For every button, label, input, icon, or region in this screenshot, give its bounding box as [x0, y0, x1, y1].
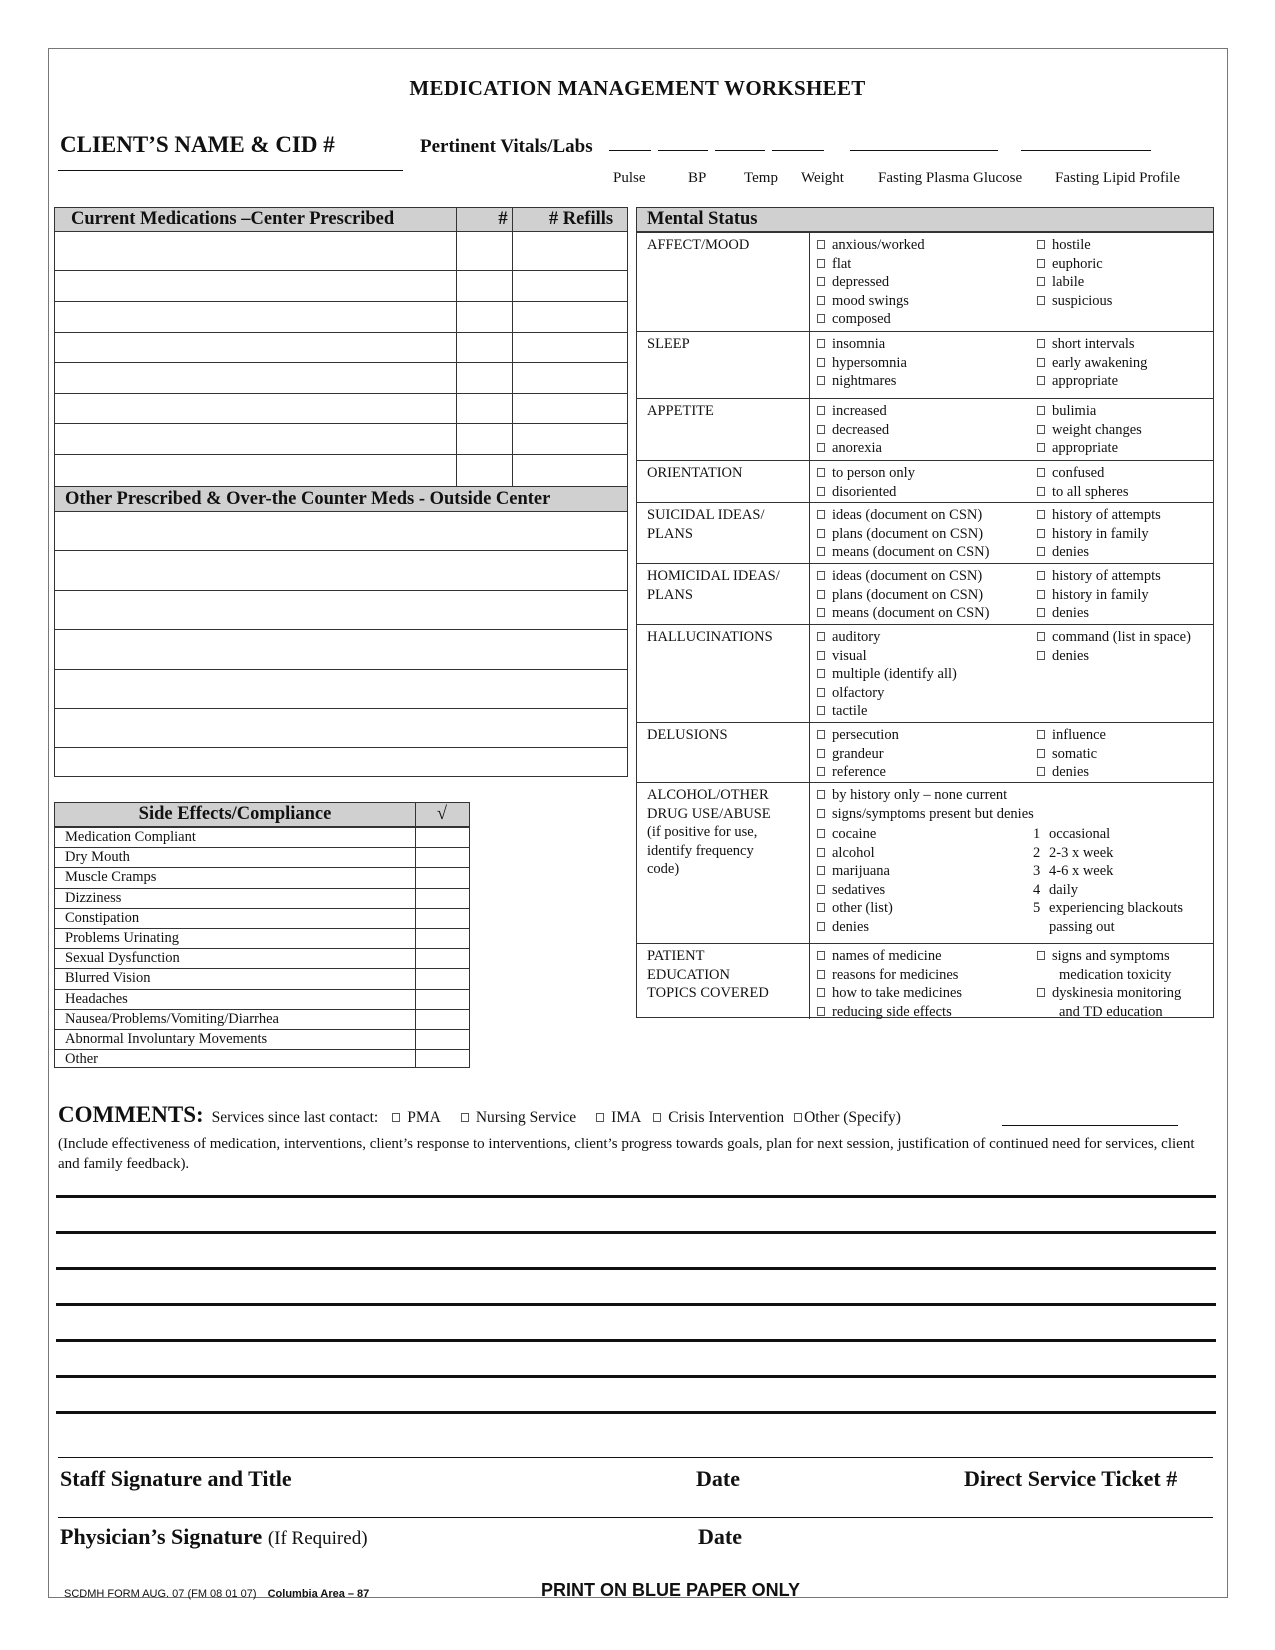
bp-field[interactable] — [658, 150, 708, 151]
checkbox[interactable] — [817, 590, 825, 599]
mental-status-row — [637, 502, 1213, 563]
frequency-code: 3 4-6 x week — [1033, 863, 1114, 879]
temp-field[interactable] — [715, 150, 765, 151]
side-effects-header: Side Effects/Compliance — [138, 804, 332, 824]
mental-status-row — [637, 232, 1213, 331]
services-label: Services since last contact: — [211, 1109, 379, 1126]
option-wide[interactable]: by history only – none current — [817, 786, 1207, 805]
option-right[interactable]: to all spheres — [1037, 483, 1222, 502]
option-left[interactable]: plans (document on CSN) — [817, 525, 1037, 544]
option-nursing-service[interactable]: Nursing Service — [461, 1109, 576, 1126]
checkbox[interactable] — [817, 529, 825, 538]
option-ima[interactable]: IMA — [596, 1109, 641, 1126]
bp-label: BP — [688, 170, 707, 186]
comment-line[interactable] — [56, 1267, 1216, 1270]
mental-status-options-right — [1037, 402, 1222, 458]
education-options-right — [1037, 947, 1222, 1021]
option-education-right: medication toxicity — [1059, 966, 1172, 983]
pulse-field[interactable] — [609, 150, 651, 151]
option-left[interactable]: decreased — [817, 421, 1037, 440]
checkbox[interactable] — [817, 730, 825, 739]
checkbox[interactable] — [653, 1113, 661, 1122]
checkbox[interactable] — [817, 1007, 825, 1016]
side-effect-label: Blurred Vision — [65, 970, 151, 987]
side-effect-row[interactable] — [55, 1009, 469, 1029]
checkbox[interactable] — [817, 988, 825, 997]
checkbox[interactable] — [1037, 529, 1045, 538]
option-left[interactable]: olfactory — [817, 684, 1037, 703]
check-header: √ — [436, 804, 448, 824]
checkbox[interactable] — [817, 547, 825, 556]
option-left[interactable]: hypersomnia — [817, 354, 1037, 373]
checkbox[interactable] — [817, 314, 825, 323]
count-header: # — [498, 209, 508, 229]
mental-status-options-right — [1037, 628, 1222, 665]
side-effect-label: Dizziness — [65, 889, 122, 906]
option-crisis-intervention[interactable]: Crisis Intervention — [653, 1109, 784, 1126]
option-left[interactable]: plans (document on CSN) — [817, 586, 1037, 605]
mental-status-options-right — [1037, 464, 1222, 501]
option-right[interactable]: early awakening — [1037, 354, 1222, 373]
side-effect-row[interactable] — [55, 847, 469, 867]
option-wide[interactable]: signs/symptoms present but denies — [817, 805, 1207, 824]
checkbox[interactable] — [817, 970, 825, 979]
option-right[interactable]: bulimia — [1037, 402, 1222, 421]
option-right[interactable]: history of attempts — [1037, 506, 1222, 525]
option-education-left[interactable]: reducing side effects — [817, 1003, 1037, 1022]
checkbox[interactable] — [794, 1113, 802, 1122]
vitals-title: Pertinent Vitals/Labs — [420, 136, 593, 157]
checkbox[interactable] — [817, 829, 825, 838]
option-left[interactable]: flat — [817, 255, 1037, 274]
side-effect-row[interactable] — [55, 989, 469, 1009]
mental-status-options-left — [817, 236, 1037, 329]
other-meds-header: Other Prescribed & Over-the Counter Meds - Outside Center — [65, 488, 551, 509]
client-name-label: CLIENT’S NAME & CID # — [60, 132, 335, 157]
checkbox[interactable] — [817, 240, 825, 249]
checkbox[interactable] — [1037, 339, 1045, 348]
option-left[interactable]: means (document on CSN) — [817, 604, 1037, 623]
option-left[interactable]: anorexia — [817, 439, 1037, 458]
print-note: PRINT ON BLUE PAPER ONLY — [541, 1580, 801, 1600]
checkbox[interactable] — [1037, 468, 1045, 477]
side-effect-row[interactable] — [55, 1049, 469, 1069]
mental-status-options-right — [1037, 726, 1222, 782]
current-meds-header-row — [55, 208, 627, 232]
checkbox[interactable] — [1037, 730, 1045, 739]
mental-status-row-education — [637, 943, 1213, 1019]
client-name-field[interactable] — [58, 170, 403, 171]
checkbox[interactable] — [817, 296, 825, 305]
option-left[interactable]: reference — [817, 763, 1037, 782]
checkbox[interactable] — [817, 425, 825, 434]
checkbox[interactable] — [817, 767, 825, 776]
option-left[interactable]: ideas (document on CSN) — [817, 506, 1037, 525]
physician-signature-field[interactable] — [58, 1517, 1213, 1518]
other-specify-field[interactable] — [1002, 1125, 1178, 1126]
checkbox[interactable] — [817, 903, 825, 912]
checkbox[interactable] — [817, 922, 825, 931]
checkbox[interactable] — [1037, 608, 1045, 617]
mental-status-row — [637, 563, 1213, 624]
checkbox[interactable] — [817, 487, 825, 496]
mental-status-row — [637, 398, 1213, 460]
mental-status-row — [637, 331, 1213, 398]
frequency-code: passing out — [1049, 918, 1115, 935]
option-right[interactable]: somatic — [1037, 745, 1222, 764]
option-education-left[interactable]: reasons for medicines — [817, 966, 1037, 985]
option-education-right: and TD education — [1059, 1003, 1163, 1020]
checkbox[interactable] — [817, 651, 825, 660]
checkbox[interactable] — [1037, 571, 1045, 580]
side-effect-label: Constipation — [65, 909, 140, 926]
option-education-right[interactable]: dyskinesia monitoring — [1037, 984, 1222, 1003]
side-effects-header-row — [55, 803, 469, 827]
mental-status-category: ORIENTATION — [647, 465, 743, 481]
page-title: MEDICATION MANAGEMENT WORKSHEET — [409, 76, 866, 100]
option-substance[interactable]: denies — [817, 918, 1207, 937]
side-effects-table — [54, 802, 470, 1068]
option-right[interactable]: appropriate — [1037, 439, 1222, 458]
mental-status-options-left — [817, 567, 1037, 623]
checkbox[interactable] — [817, 866, 825, 875]
side-effect-label: Medication Compliant — [65, 829, 196, 845]
checkbox[interactable] — [1037, 988, 1045, 997]
mental-status-category: DELUSIONS — [647, 727, 728, 743]
checkbox[interactable] — [817, 669, 825, 678]
checkbox[interactable] — [817, 376, 825, 385]
comment-line[interactable] — [56, 1195, 1216, 1198]
mental-status-category: HALLUCINATIONS — [647, 629, 773, 645]
checkbox[interactable] — [1037, 277, 1045, 286]
frequency-code: 5 experiencing blackouts — [1033, 900, 1184, 916]
frequency-code: 1 occasional — [1033, 826, 1111, 842]
option-left[interactable]: nightmares — [817, 372, 1037, 391]
weight-label: Weight — [801, 170, 844, 186]
side-effect-row[interactable] — [55, 867, 469, 887]
area-label: Columbia Area – 87 — [267, 1588, 370, 1600]
option-substance[interactable]: other (list) — [817, 899, 1207, 918]
mental-status-row — [637, 460, 1213, 502]
option-right[interactable]: appropriate — [1037, 372, 1222, 391]
option-right[interactable]: influence — [1037, 726, 1222, 745]
option-education-left[interactable]: names of medicine — [817, 947, 1037, 966]
comment-line[interactable] — [56, 1303, 1216, 1306]
refills-header: # Refills — [548, 209, 614, 229]
side-effect-label: Sexual Dysfunction — [65, 950, 180, 967]
side-effect-label: Nausea/Problems/Vomiting/Diarrhea — [65, 1010, 279, 1027]
lipid-label: Fasting Lipid Profile — [1055, 170, 1180, 186]
frequency-code: 2 2-3 x week — [1033, 844, 1114, 861]
option-substance[interactable]: cocaine — [817, 825, 1207, 844]
mental-status-row — [637, 624, 1213, 722]
option-other[interactable]: Other (Specify) — [794, 1109, 901, 1126]
option-substance[interactable]: alcohol — [817, 844, 1207, 863]
weight-field[interactable] — [772, 150, 824, 151]
option-left[interactable]: to person only — [817, 464, 1037, 483]
option-right[interactable]: denies — [1037, 647, 1222, 666]
option-left[interactable]: means (document on CSN) — [817, 543, 1037, 562]
checkbox[interactable] — [817, 468, 825, 477]
comment-line[interactable] — [56, 1411, 1216, 1414]
checkbox[interactable] — [461, 1113, 469, 1122]
form-id: SCDMH FORM AUG. 07 (FM 08 01 07) Columbia Area – 87 — [64, 1588, 370, 1600]
option-left[interactable]: visual — [817, 647, 1037, 666]
mental-status-options-left — [817, 464, 1037, 501]
comments-header — [58, 1102, 901, 1128]
option-left[interactable]: disoriented — [817, 483, 1037, 502]
option-left[interactable]: increased — [817, 402, 1037, 421]
education-options-left — [817, 947, 1037, 1021]
date-label: Date — [698, 1524, 742, 1549]
side-effect-label: Problems Urinating — [65, 930, 179, 946]
comments-instructions: (Include effectiveness of medication, interventions, client’s response to interventions, client’s progress towards goals, plan for next session, justification of continued need for services, client and family feedback). — [58, 1136, 1195, 1172]
option-right[interactable]: history in family — [1037, 586, 1222, 605]
checkbox[interactable] — [1037, 590, 1045, 599]
option-left[interactable]: auditory — [817, 628, 1037, 647]
side-effect-row[interactable] — [55, 1029, 469, 1049]
comment-line[interactable] — [56, 1375, 1216, 1378]
mental-status-category: AFFECT/MOOD — [647, 237, 750, 253]
checkbox[interactable] — [1037, 487, 1045, 496]
temp-label: Temp — [744, 170, 778, 186]
checkbox[interactable] — [817, 790, 825, 799]
mental-status-options-right — [1037, 236, 1222, 310]
medications-table — [54, 207, 628, 777]
current-meds-header: Current Medications –Center Prescribed — [71, 209, 395, 229]
checkbox[interactable] — [1037, 443, 1045, 452]
option-right[interactable]: denies — [1037, 763, 1222, 782]
option-education-right[interactable]: signs and symptoms — [1037, 947, 1222, 966]
checkbox[interactable] — [817, 688, 825, 697]
option-left[interactable]: grandeur — [817, 745, 1037, 764]
checkbox[interactable] — [596, 1113, 604, 1122]
option-left[interactable]: ideas (document on CSN) — [817, 567, 1037, 586]
checkbox[interactable] — [1037, 951, 1045, 960]
pulse-label: Pulse — [613, 170, 646, 186]
side-effect-label: Headaches — [65, 990, 128, 1007]
mental-status-options-right — [1037, 335, 1222, 391]
mental-status-options-left — [817, 335, 1037, 391]
checkbox[interactable] — [817, 885, 825, 894]
side-effect-row[interactable] — [55, 948, 469, 968]
option-substance[interactable]: marijuana — [817, 862, 1207, 881]
checkbox[interactable] — [817, 277, 825, 286]
mental-status-category: HOMICIDAL IDEAS/ PLANS — [647, 568, 780, 603]
side-effect-row[interactable] — [55, 928, 469, 948]
mental-status-options-left — [817, 726, 1037, 782]
side-effect-row[interactable] — [55, 827, 469, 847]
checkbox[interactable] — [1037, 547, 1045, 556]
ticket-label: Direct Service Ticket # — [964, 1466, 1178, 1491]
option-right[interactable]: confused — [1037, 464, 1222, 483]
option-left[interactable]: depressed — [817, 273, 1037, 292]
option-left[interactable]: tactile — [817, 702, 1037, 721]
checkbox[interactable] — [1037, 406, 1045, 415]
other-meds-header-row — [55, 486, 627, 512]
mental-status-category: SLEEP — [647, 336, 690, 352]
checkbox[interactable] — [817, 358, 825, 367]
glucose-field[interactable] — [850, 150, 998, 151]
option-right[interactable]: weight changes — [1037, 421, 1222, 440]
mental-status-options-right — [1037, 567, 1222, 623]
checkbox[interactable] — [817, 443, 825, 452]
mental-status-row — [637, 722, 1213, 782]
checkbox[interactable] — [1037, 510, 1045, 519]
comment-line[interactable] — [56, 1339, 1216, 1342]
checkbox[interactable] — [817, 571, 825, 580]
side-effect-label: Dry Mouth — [65, 849, 130, 866]
option-education-left[interactable]: how to take medicines — [817, 984, 1037, 1003]
option-left[interactable]: multiple (identify all) — [817, 665, 1037, 684]
checkbox[interactable] — [817, 339, 825, 348]
option-right[interactable]: euphoric — [1037, 255, 1222, 274]
side-effect-label: Abnormal Involuntary Movements — [65, 1031, 268, 1047]
option-left[interactable]: persecution — [817, 726, 1037, 745]
checkbox[interactable] — [817, 608, 825, 617]
checkbox[interactable] — [817, 406, 825, 415]
mental-status-category: APPETITE — [647, 403, 714, 419]
option-left[interactable]: mood swings — [817, 292, 1037, 311]
checkbox[interactable] — [817, 510, 825, 519]
checkbox[interactable] — [817, 848, 825, 857]
mental-status-category: ALCOHOL/OTHER DRUG USE/ABUSE (if positive for use, identify frequency code) — [647, 787, 771, 877]
mental-status-options-left — [817, 506, 1037, 562]
checkbox[interactable] — [1037, 358, 1045, 367]
checkbox[interactable] — [817, 706, 825, 715]
comments-title: COMMENTS: — [58, 1102, 204, 1127]
checkbox[interactable] — [1037, 240, 1045, 249]
option-left[interactable]: insomnia — [817, 335, 1037, 354]
option-right[interactable]: hostile — [1037, 236, 1222, 255]
option-right[interactable]: command (list in space) — [1037, 628, 1222, 647]
side-effect-label: Other — [65, 1051, 99, 1068]
option-right[interactable]: suspicious — [1037, 292, 1222, 311]
glucose-label: Fasting Plasma Glucose — [878, 170, 1023, 186]
checkbox[interactable] — [1037, 767, 1045, 776]
option-right[interactable]: history in family — [1037, 525, 1222, 544]
checkbox[interactable] — [1037, 632, 1045, 641]
mental-status-options-right — [1037, 506, 1222, 562]
mental-status-row-alcohol — [637, 782, 1213, 943]
option-left[interactable]: composed — [817, 310, 1037, 329]
checkbox[interactable] — [817, 632, 825, 641]
mental-status-category: PATIENT EDUCATION TOPICS COVERED — [647, 948, 769, 1001]
date-label: Date — [696, 1466, 740, 1491]
option-right[interactable]: denies — [1037, 604, 1222, 623]
option-right[interactable]: labile — [1037, 273, 1222, 292]
option-pma[interactable]: PMA — [392, 1109, 441, 1126]
option-substance[interactable]: sedatives — [817, 881, 1207, 900]
mental-status-header: Mental Status — [637, 208, 1213, 232]
checkbox[interactable] — [1037, 259, 1045, 268]
frequency-codes — [1033, 825, 1218, 936]
option-right[interactable]: short intervals — [1037, 335, 1222, 354]
checkbox[interactable] — [1037, 296, 1045, 305]
staff-signature-field[interactable] — [58, 1457, 1213, 1458]
checkbox[interactable] — [1037, 651, 1045, 660]
checkbox[interactable] — [1037, 376, 1045, 385]
option-right[interactable]: denies — [1037, 543, 1222, 562]
frequency-code: 4 daily — [1033, 881, 1078, 898]
physician-note: (If Required) — [267, 1528, 368, 1549]
checkbox[interactable] — [1037, 749, 1045, 758]
side-effect-row[interactable] — [55, 888, 469, 908]
comment-line[interactable] — [56, 1231, 1216, 1234]
option-left[interactable]: anxious/worked — [817, 236, 1037, 255]
checkbox[interactable] — [1037, 425, 1045, 434]
checkbox[interactable] — [817, 259, 825, 268]
staff-signature-label: Staff Signature and Title — [60, 1466, 292, 1491]
mental-status-options-left — [817, 402, 1037, 458]
mental-status-table — [636, 207, 1214, 1018]
physician-signature-label: Physician’s Signature (If Required) — [60, 1524, 368, 1549]
lipid-field[interactable] — [1021, 150, 1151, 151]
checkbox[interactable] — [392, 1113, 400, 1122]
checkbox[interactable] — [817, 749, 825, 758]
side-effect-label: Muscle Cramps — [65, 869, 157, 886]
option-right[interactable]: history of attempts — [1037, 567, 1222, 586]
mental-status-options-left — [817, 628, 1037, 721]
checkbox[interactable] — [817, 951, 825, 960]
side-effect-row[interactable] — [55, 968, 469, 988]
checkbox[interactable] — [817, 809, 825, 818]
mental-status-category: SUICIDAL IDEAS/ PLANS — [647, 507, 765, 542]
side-effect-row[interactable] — [55, 908, 469, 928]
